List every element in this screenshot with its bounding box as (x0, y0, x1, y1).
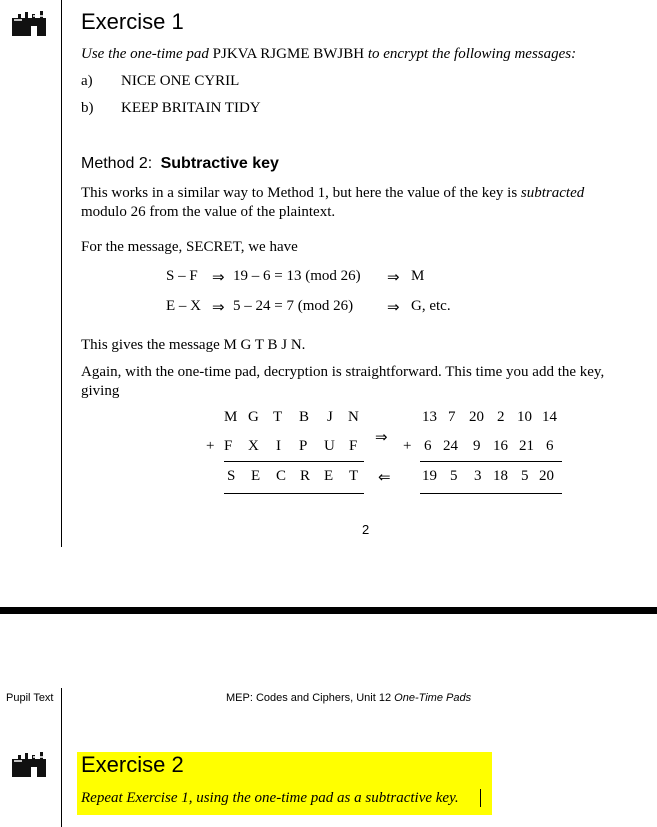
cipher-letter: N (348, 409, 359, 425)
key-letter: F (224, 438, 233, 454)
text-cursor (480, 789, 481, 807)
key-letter: I (276, 438, 281, 454)
pupil-text-label: Pupil Text (6, 692, 54, 704)
key-letter: U (324, 438, 335, 454)
again-line2: giving (81, 383, 120, 399)
page2-margin-line (61, 688, 62, 827)
running-header (226, 692, 471, 704)
cipher-number: 13 (422, 409, 437, 425)
equation-1-lhs: S – F (166, 268, 198, 284)
item-a-text: NICE ONE CYRIL (121, 73, 240, 89)
exercise-2-instruction: Repeat Exercise 1, using the one-time pad as a subtractive key. (81, 790, 459, 806)
key-letter: F (349, 438, 358, 454)
exercise-1-instruction (81, 46, 576, 63)
cipher-letter: B (299, 409, 310, 425)
key-number: 9 (473, 438, 481, 454)
method-label: Method 2: (81, 155, 153, 172)
plus-sign: + (206, 438, 215, 454)
equation-1-arrow: ⇒ (212, 270, 225, 286)
page-divider (0, 607, 657, 614)
plain-letter: C (276, 468, 287, 484)
page1-margin-line (61, 0, 62, 547)
cipher-letter: J (327, 409, 333, 425)
plain-letter: E (251, 468, 261, 484)
arrow-right: ⇒ (375, 430, 388, 446)
plain-number: 18 (493, 468, 508, 484)
instruction-pad: PJKVA RJGME BWJBH (212, 46, 365, 62)
equation-2-result: G, etc. (411, 298, 451, 314)
plain-letter: E (324, 468, 334, 484)
arrow-left: ⇐ (378, 470, 391, 486)
item-b-text: KEEP BRITAIN TIDY (121, 100, 261, 116)
plain-number: 19 (422, 468, 437, 484)
plain-letter: R (300, 468, 311, 484)
gives-message-line: This gives the message M G T B J N. (81, 337, 306, 353)
equation-2-lhs: E – X (166, 298, 201, 314)
key-letter: X (248, 438, 259, 454)
para1-emphasis: subtracted (520, 185, 585, 201)
plain-letter: S (227, 468, 236, 484)
cipher-number: 20 (469, 409, 484, 425)
cipher-letter: M (224, 409, 238, 425)
instruction-tail: to encrypt the following messages: (367, 46, 577, 62)
exercise-pencil-icon (10, 749, 48, 779)
plain-number: 3 (474, 468, 482, 484)
method-name: Subtractive key (160, 155, 279, 172)
plain-letter: T (349, 468, 359, 484)
plus-sign-numbers: + (403, 438, 412, 454)
equation-2-arrow2: ⇒ (387, 300, 400, 316)
exercise-1-title: Exercise 1 (81, 9, 184, 34)
equation-2-arrow: ⇒ (212, 300, 225, 316)
equation-2-calc: 5 – 24 = 7 (mod 26) (233, 298, 354, 314)
page-number: 2 (362, 522, 370, 537)
instruction-lead: Use the one-time pad (81, 46, 209, 62)
plain-number: 5 (450, 468, 458, 484)
equation-1-arrow2: ⇒ (387, 270, 400, 286)
equation-1-result: M (411, 268, 425, 284)
key-number: 21 (519, 438, 534, 454)
cipher-number: 10 (517, 409, 532, 425)
exercise-2-title: Exercise 2 (81, 752, 184, 777)
key-letter: P (299, 438, 308, 454)
plain-number: 20 (539, 468, 554, 484)
exercise-pencil-icon (10, 8, 48, 38)
item-b-label: b) (81, 100, 94, 116)
cipher-number: 7 (448, 409, 456, 425)
method-paragraph-line1 (81, 185, 584, 202)
key-number: 6 (424, 438, 432, 454)
cipher-letter: T (273, 409, 283, 425)
method-heading (81, 155, 279, 173)
numbers-rule-bottom (420, 493, 562, 494)
item-a-label: a) (81, 73, 93, 89)
equation-1-calc: 19 – 6 = 13 (mod 26) (233, 268, 361, 284)
for-message-line: For the message, SECRET, we have (81, 239, 298, 255)
para1-text: This works in a similar way to Method 1, but here the value of the key is (81, 185, 518, 201)
key-number: 16 (493, 438, 508, 454)
header-unit-title: One-Time Pads (394, 692, 472, 704)
header-prefix: MEP: Codes and Ciphers, Unit 12 (226, 692, 392, 704)
plain-number: 5 (521, 468, 529, 484)
letters-rule-top (224, 461, 364, 462)
key-number: 6 (546, 438, 554, 454)
cipher-letter: G (248, 409, 259, 425)
cipher-number: 2 (497, 409, 505, 425)
method-paragraph-line2: modulo 26 from the value of the plaintext. (81, 204, 336, 220)
key-number: 24 (443, 438, 458, 454)
letters-rule-bottom (224, 493, 364, 494)
numbers-rule-top (420, 461, 562, 462)
cipher-number: 14 (542, 409, 557, 425)
again-line1: Again, with the one-time pad, decryption is straightforward. This time you add the key, (81, 364, 605, 380)
